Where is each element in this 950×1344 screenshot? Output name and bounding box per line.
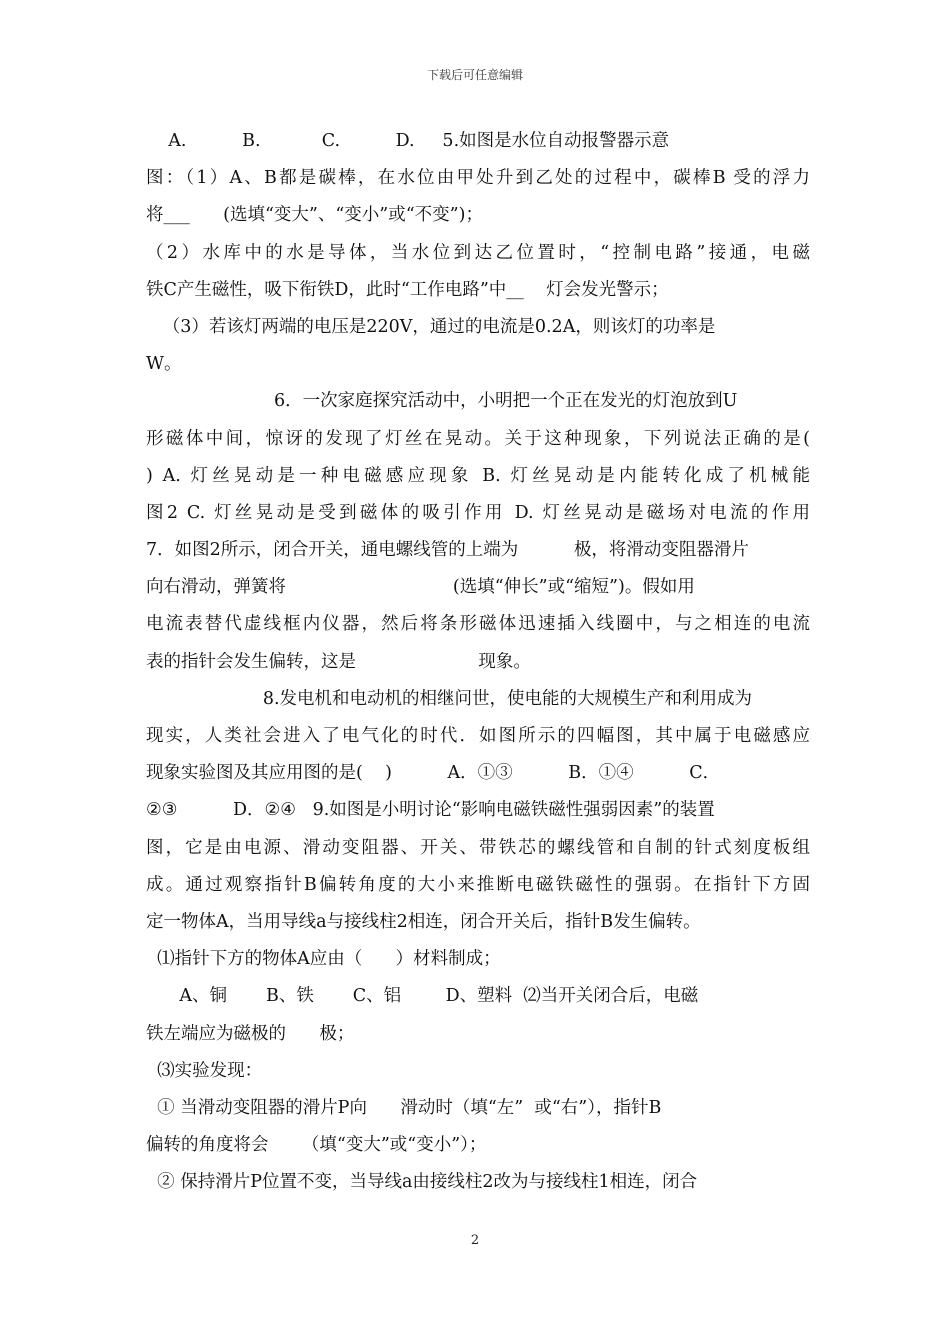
- text-line: 铁C产生磁性，吸下衔铁D，此时“工作电路”中__ 灯会发光警示；: [146, 279, 669, 300]
- text-line: 现实，人类社会进入了电气化的时代．如图所示的四幅图，其中属于电磁感应: [146, 726, 810, 746]
- text-line: A、铜 B、铁 C、铝 D、塑料 ⑵当开关闭合后，电磁: [146, 986, 699, 1007]
- text-line: 形磁体中间，惊讶的发现了灯丝在晃动。关于这种现象，下列说法正确的是(: [146, 428, 810, 449]
- text-line: 向右滑动，弹簧将 (选填“伸长”或“缩短”)。假如用: [146, 577, 695, 598]
- text-line: 定一物体A，当用导线a与接线柱2相连，闭合开关后，指针B发生偏转。: [146, 911, 701, 932]
- text-line: A. B. C. D. 5.如图是水位自动报警器示意: [146, 131, 670, 151]
- text-line: 8.发电机和电动机的相继问世，使电能的大规模生产和利用成为: [146, 688, 753, 709]
- text-line: ⑶实验发现：: [146, 1060, 263, 1081]
- text-line: W。: [146, 354, 182, 375]
- text-line: 成。通过观察指针B偏转角度的大小来推断电磁铁磁性的强弱。在指针下方固: [146, 874, 810, 895]
- text-line: ②③ D．②④ 9.如图是小明讨论“影响电磁铁磁性强弱因素”的装置: [146, 800, 715, 821]
- text-line: （3）若该灯两端的电压是220V，通过的电流是0.2A，则该灯的功率是: [146, 316, 716, 337]
- text-line: 电流表替代虚线框内仪器，然后将条形磁体迅速插入线圈中，与之相连的电流: [146, 614, 810, 635]
- text-line: （2）水库中的水是导体，当水位到达乙位置时，“控制电路”接通，电磁: [146, 242, 810, 263]
- text-line: 6．一次家庭探究活动中，小明把一个正在发光的灯泡放到U: [146, 391, 738, 412]
- document-body: [146, 123, 810, 1201]
- text-line: 图2 C. 灯丝晃动是受到磁体的吸引作用 D. 灯丝晃动是磁场对电流的作用: [146, 502, 810, 523]
- text-line: 铁左端应为磁极的 极；: [146, 1023, 355, 1044]
- text-line: ① 当滑动变阻器的滑片P向 滑动时（填“左” 或“右”），指针B: [146, 1097, 662, 1118]
- text-line: 偏转的角度将会 （填“变大”或“变小”）；: [146, 1135, 487, 1156]
- text-line: 将___ (选填“变大”、“变小”或“不变”)；: [146, 205, 483, 226]
- text-line: ② 保持滑片P位置不变，当导线a由接线柱2改为与接线柱1相连，闭合: [146, 1172, 698, 1193]
- text-line: 图，它是由电源、滑动变阻器、开关、带铁芯的螺线管和自制的针式刻度板组: [146, 837, 810, 858]
- text-line: 7．如图2所示，闭合开关，通电螺线管的上端为 极，将滑动变阻器滑片: [146, 540, 749, 561]
- text-line: 图：（1）A、B都是碳棒，在水位由甲处升到乙处的过程中，碳棒B 受的浮力: [146, 168, 810, 189]
- text-line: ⑴指针下方的物体A应由（ ）材料制成；: [146, 949, 501, 970]
- text-line: 现象实验图及其应用图的是( ) A．①③ B．①④ C．: [146, 763, 721, 784]
- text-line: 表的指针会发生偏转，这是 现象。: [146, 651, 531, 672]
- page-number: 2: [470, 1233, 480, 1248]
- page-header: 下载后可任意编辑: [426, 68, 523, 82]
- text-line: ) A. 灯丝晃动是一种电磁感应现象 B. 灯丝晃动是内能转化成了机械能: [146, 465, 810, 486]
